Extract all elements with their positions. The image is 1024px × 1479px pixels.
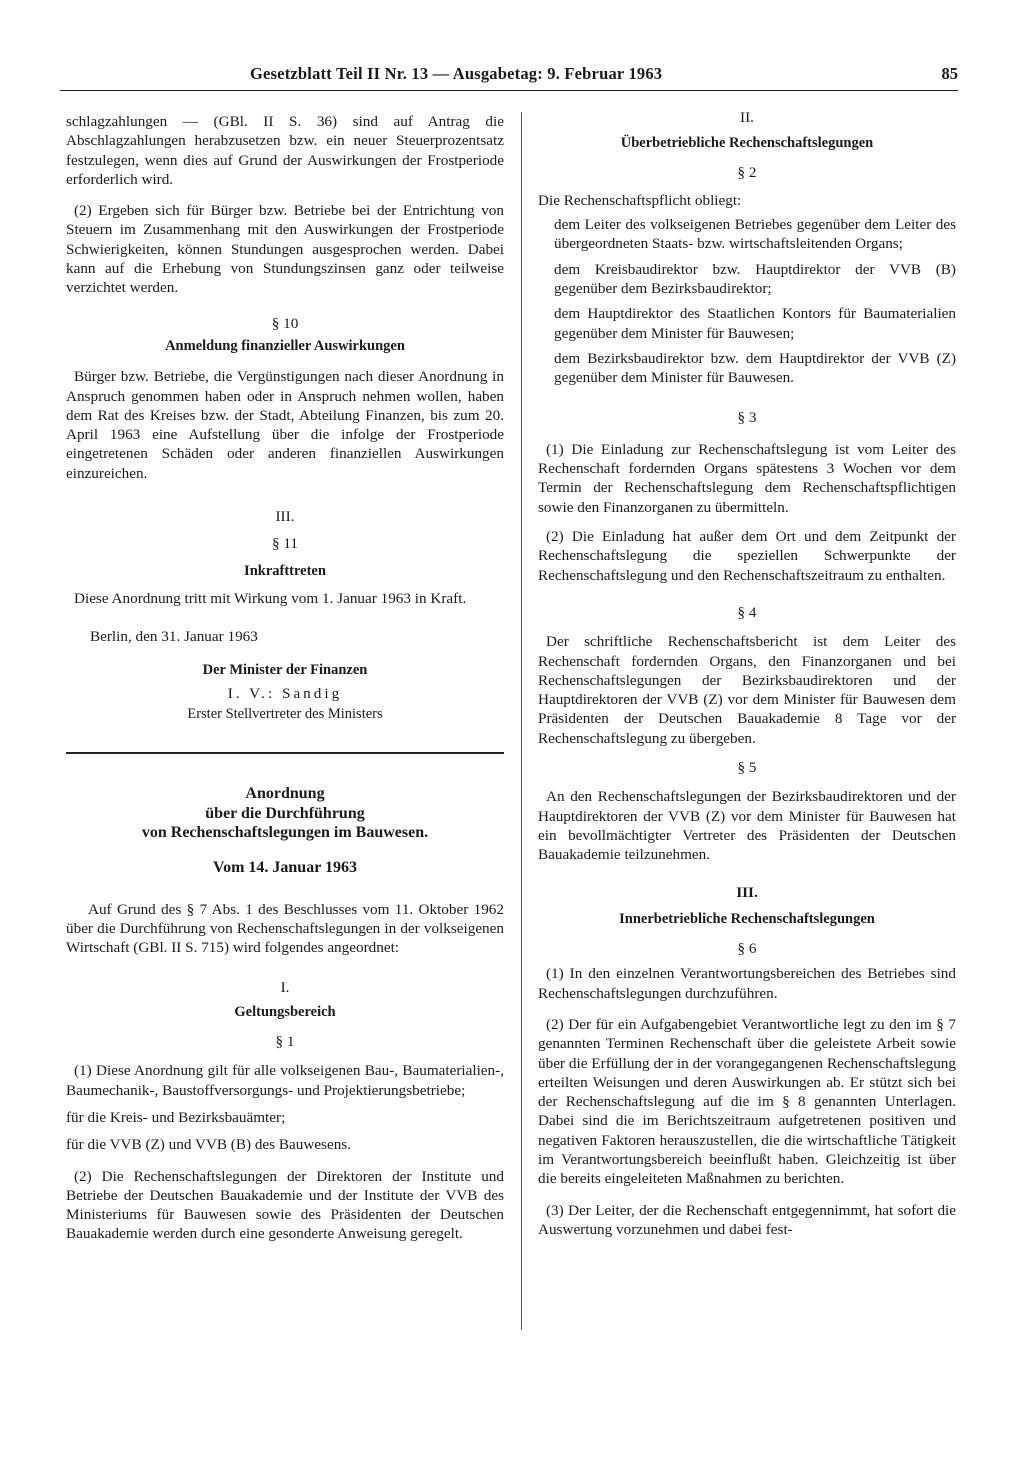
continued-paragraph: schlagzahlungen — (GBl. II S. 36) sind auf Antrag die Abschlagzahlungen herabzusetzen bzw. ein neuer Steuerprozentsatz festzulegen, wenn dies auf Grund der Auswirkungen der Frostperiode erforderlich wird. [66, 113, 504, 188]
section-5-number: § 5 [737, 759, 757, 777]
section-11-title: Inkrafttreten [244, 562, 326, 579]
list-item: dem Leiter des volkseigenen Betriebes gegenüber dem Leiter des übergeordneten Staats- bzw. wirtschaftsleitenden Organs; [554, 216, 956, 253]
list-item: dem Bezirksbaudirektor bzw. dem Hauptdirektor der VVB (Z) gegenüber dem Minister für Bauwesen. [554, 349, 956, 387]
section-1-para-1: (1) Diese Anordnung gilt für alle volkseigenen Bau-, Baumaterialien-, Baumechanik-, Baustoffversorgungs- und Projektierungsbetriebe; [66, 1062, 504, 1099]
section-10-number: § 10 [271, 314, 299, 332]
section-3-para-2: (2) Die Einladung hat außer dem Ort und dem Zeitpunkt der Rechenschaftslegung die speziellen Schwerpunkte der Rechenschaftslegung und den Rechenschaftszeitraum zu enthalten. [538, 528, 956, 584]
left-column [66, 112, 504, 1244]
ordinance-title-line-2: über die Durchführung [205, 804, 365, 822]
section-1-number: § 1 [275, 1033, 295, 1051]
ordinance-preamble: Auf Grund des § 7 Abs. 1 des Beschlusses vom 11. Oktober 1962 über die Durchführung von Rechenschaftslegungen in der volkseigenen Wirtschaft (GBl. II S. 715) wird folgendes angeordnet: [66, 900, 504, 957]
section-3-number: § 3 [737, 408, 757, 426]
header-title: Gesetzblatt Teil II Nr. 13 — Ausgabetag: 9. Februar 1963 [250, 64, 663, 83]
list-item: dem Hauptdirektor des Staatlichen Kontors für Baumaterialien gegenüber dem Minister für Bauwesen; [554, 305, 956, 342]
page-number: 85 [941, 64, 958, 83]
column-divider [521, 112, 522, 1330]
section-6-para-2: (2) Der für ein Aufgabengebiet Verantwortliche legt zu den im § 7 genannten Terminen Rechenschaft über die geleistete Arbeit sowie über die Erfüllung der in der vorangegangenen Rechenschaftslegung erteilten Weisungen und deren Auswirkungen ab. Er stützt sich bei der Rechenschaftslegung auf die im § 8 genannten Unterlagen. Dabei sind die im Berichtszeitraum aufgetretenen positiven und negativen Faktoren herauszustellen, die die wirtschaftliche Tätigkeit im Verantwortungsbereich beeinflußt haben. Gleichzeitig ist über die bereits eingeleiteten Maßnahmen zu berichten. [538, 1015, 956, 1188]
right-column [538, 109, 956, 1239]
ordinance-date: Vom 14. Januar 1963 [212, 859, 358, 877]
section-6-para-1: (1) In den einzelnen Verantwortungsbereichen des Betriebes sind Rechenschaftslegungen durchzuführen. [538, 965, 956, 1002]
part-1-title: Geltungsbereich [234, 1003, 336, 1020]
place-date: Berlin, den 31. Januar 1963 [90, 628, 258, 646]
list-item: dem Kreisbaudirektor bzw. Hauptdirektor der VVB (B) gegenüber dem Bezirksbaudirektor; [554, 260, 956, 298]
section-2-intro: Die Rechenschaftspflicht obliegt: [538, 191, 742, 209]
section-separator [66, 752, 504, 754]
section-1-para-4: (2) Die Rechenschaftslegungen der Direktoren der Institute und Betriebe der Deutschen Bauakademie und der Institute der VVB des Ministeriums für Bauwesen sowie des Präsidenten der Deutschen Bauakademie werden durch eine gesonderte Anweisung geregelt. [66, 1167, 504, 1243]
section-4-text: Der schriftliche Rechenschaftsbericht ist dem Leiter des Rechenschaft fordernden Organs, den Finanzorganen und bei Rechenschaftslegungen der Bezirksbaudirektoren und der Hauptdirektoren der VVB (Z) vor dem Minister für Bauwesen dem Präsidenten der Deutschen Bauakademie 8 Tage vor der Rechenschaftslegung zu übergeben. [538, 633, 956, 747]
section-11-text: Diese Anordnung tritt mit Wirkung vom 1. Januar 1963 in Kraft. [74, 589, 467, 607]
section-3-para-1: (1) Die Einladung zur Rechenschaftslegung ist vom Leiter des Rechenschaft fordernden Organs spätestens 3 Wochen vor dem Termin der Rechenschaftslegung dem Rechenschaftspflichtigen sowie den Finanzorganen zu übermitteln. [538, 440, 956, 516]
ordinance-title-line-1: Anordnung [245, 785, 325, 803]
section-6-number: § 6 [737, 940, 757, 958]
section-2-list [538, 215, 956, 387]
part-3-heading: III. [275, 508, 295, 526]
page-header [60, 62, 958, 91]
section-6-para-3: (3) Der Leiter, der die Rechenschaft entgegennimmt, hat sofort die Auswertung vorzunehmen und dabei fest- [538, 1201, 956, 1238]
section-11-number: § 11 [271, 535, 298, 553]
signer-name: I. V.: Sandig [227, 684, 343, 702]
ordinance-title-line-3: von Rechenschaftslegungen im Bauwesen. [141, 824, 429, 842]
section-2-number: § 2 [737, 163, 757, 181]
part-2-title: Überbetriebliche Rechenschaftslegungen [620, 135, 874, 152]
part-3-title: Innerbetriebliche Rechenschaftslegungen [619, 910, 875, 927]
signer-title: Der Minister der Finanzen [202, 661, 368, 678]
section-10-title: Anmeldung finanzieller Auswirkungen [165, 337, 405, 354]
section-1-para-3: für die VVB (Z) und VVB (B) des Bauwesens. [66, 1136, 352, 1154]
section-1-para-2: für die Kreis- und Bezirksbauämter; [66, 1108, 286, 1126]
section-10-text: Bürger bzw. Betriebe, die Vergünstigungen nach dieser Anordnung in Anspruch genommen haben oder in Anspruch nehmen wollen, haben dem Rat des Kreises bzw. der Stadt, Abteilung Finanzen, bis zum 20. April 1963 eine Aufstellung über die infolge der Frostperiode eingetretenen Schäden oder anderen finanziellen Auswirkungen einzureichen. [66, 368, 504, 482]
paragraph-9-2: (2) Ergeben sich für Bürger bzw. Betriebe bei der Entrichtung von Steuern im Zusammenhang mit den Auswirkungen der Frostperiode Schwierigkeiten, können Stundungen ausgesprochen werden. Dabei kann auf die Erhebung von Stundungszinsen ganz oder teilweise verzichtet werden. [66, 202, 504, 297]
part-1-heading: I. [280, 978, 290, 996]
part-2-heading: II. [740, 109, 754, 126]
signer-role: Erster Stellvertreter des Ministers [187, 706, 383, 723]
part-3-heading: III. [736, 883, 758, 901]
section-4-number: § 4 [737, 603, 757, 621]
section-5-text: An den Rechenschaftslegungen der Bezirksbaudirektoren und der Hauptdirektoren der VVB (Z) vor dem Minister für Bauwesen hat ein bevollmächtigter Vertreter des Präsidenten der Deutschen Bauakademie teilzunehmen. [538, 788, 956, 864]
